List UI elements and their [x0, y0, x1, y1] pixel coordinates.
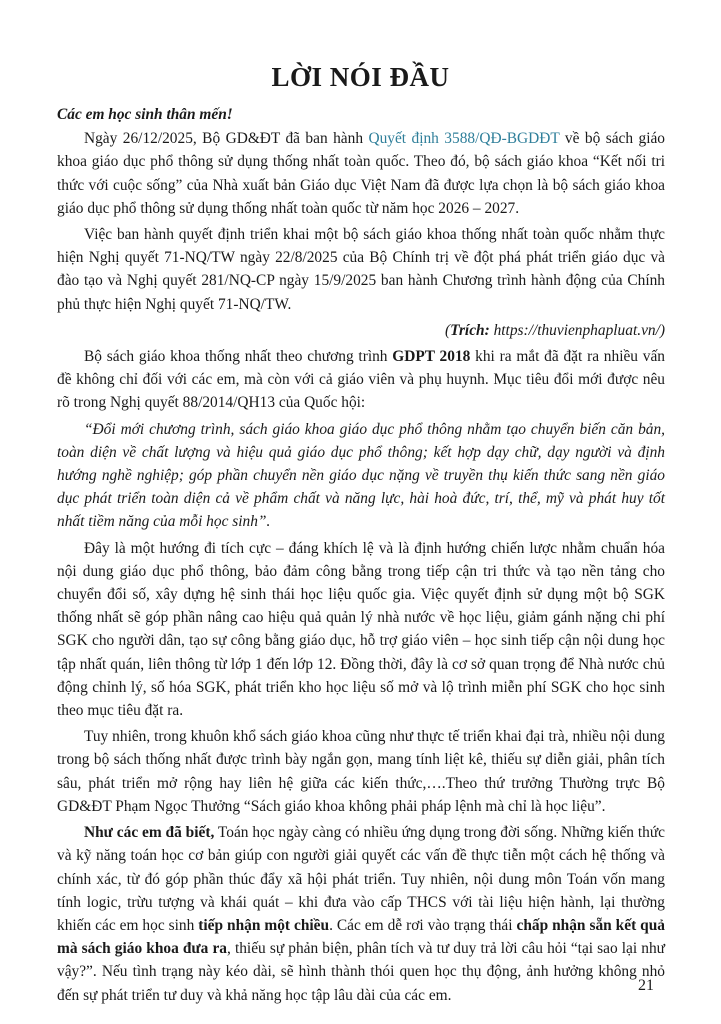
page-number: 21: [638, 977, 654, 994]
page-body: [57, 103, 665, 1010]
paragraph-decision-intro: Ngày 26/12/2025, Bộ GD&ĐT đã ban hành: [84, 130, 369, 148]
math-text-3: , thiếu sự phản biện, phân tích và tư duy trả lời câu hỏi “tại sao lại như vậy?”. Nếu tình trạng này kéo dài, sẽ hình thành thói quen học thụ động, ảnh hưởng không nhỏ đến sự phát triển tư duy và khả năng học tập lâu dài của các em.: [57, 940, 665, 1004]
paragraph-decision-body: về bộ sách giáo khoa giáo dục phổ thông sử dụng thống nhất toàn quốc. Theo đó, bộ sách giáo khoa “Kết nối tri thức với cuộc sống” của Nhà xuất bản Giáo dục Việt Nam đã được lựa chọn là bộ sách giáo khoa giáo dục phổ thông sử dụng thống nhất toàn quốc từ năm học 2026 – 2027.: [57, 130, 665, 217]
source-open-paren: (: [444, 321, 451, 339]
paragraph-direction: Đây là một hướng đi tích cực – đáng khích lệ và là định hướng chiến lược nhằm chuẩn hóa nội dung giáo dục phổ thông, bảo đảm công bằng trong tiếp cận tri thức và tạo nền tảng cho chuyển đổi số, xây dựng hệ sinh thái học liệu quốc gia. Việc quyết định sử dụng một bộ SGK thống nhất sẽ góp phần nâng cao hiệu quả quản lý nhà nước về học liệu, giảm gánh nặng chi phí SGK cho người dân, tạo sự công bằng giáo dục, hỗ trợ giáo viên – học sinh tiếp cận nội dung học tập nhất quán, liên thông từ lớp 1 đến lớp 12. Đồng thời, đây là cơ sở quan trọng để Nhà nước chủ động chỉnh lý, số hóa SGK, phát triển kho học liệu số mở và lộ trình miễn phí SGK cho học sinh theo mục tiêu đặt ra.: [57, 539, 665, 720]
source-citation: [57, 319, 665, 342]
paragraph-implementation: Việc ban hành quyết định triển khai một bộ sách giáo khoa thống nhất toàn quốc nhằm thực hiện Nghị quyết 71-NQ/TW ngày 22/8/2025 của Bộ Chính trị về đột phá phát triển giáo dục và đào tạo và Nghị quyết 281/NQ-CP ngày 15/9/2025 ban hành Chương trình hành động của Chính phủ thực hiện Nghị quyết 71-NQ/TW.: [57, 226, 665, 313]
paragraph-decision: [57, 127, 665, 220]
resolution-quote: “Đổi mới chương trình, sách giáo khoa giáo dục phổ thông nhằm tạo chuyển biến căn bản, toàn diện về chất lượng và hiệu quả giáo dục phổ thông; kết hợp dạy chữ, dạy người và định hướng nghề nghiệp; góp phần chuyển nền giáo dục nặng về truyền thụ kiến thức sang nền giáo dục phát triển toàn diện cả về phẩm chất và năng lực, hài hoà đức, trí, thể, mỹ và phát huy tốt nhất tiềm năng của mỗi học sinh”.: [57, 420, 665, 531]
greeting: Các em học sinh thân mến!: [57, 106, 233, 123]
math-text-1: Toán học ngày càng có nhiều ứng dụng trong đời sống. Những kiến thức và kỹ năng toán học cơ bản giúp con người giải quyết các vấn đề thực tiễn một cách hệ thống và chính xác, từ đó góp phần thúc đẩy xã hội phát triển. Tuy nhiên, nội dung môn Toán vốn mang tính logic, trừu tượng và khái quát – khi đưa vào cấp THCS với tài liệu hiện hành, lại thường khiến các em học sinh: [57, 824, 665, 934]
program-name: GDPT 2018: [392, 348, 471, 366]
math-text-2: . Các em dễ rơi vào trạng thái: [329, 916, 517, 934]
decision-link[interactable]: Quyết định 3588/QĐ-BGDĐT: [368, 130, 560, 148]
page-title: LỜI NÓI ĐẦU: [271, 62, 450, 92]
paragraph-math: [57, 821, 665, 1007]
math-emphasis-accept: chấp nhận sẵn kết quả mà sách giáo khoa đưa ra: [57, 916, 665, 958]
paragraph-limitations: Tuy nhiên, trong khuôn khổ sách giáo khoa cũng như thực tế triển khai đại trà, nhiều nội dung trong bộ sách thống nhất được trình bày ngắn gọn, mang tính liệt kê, thiếu sự diễn giải, phân tích sâu, phát triển mở rộng hay liên hệ giữa các kiến thức,….Theo thứ trưởng Thường trực Bộ GD&ĐT Phạm Ngọc Thưởng “Sách giáo khoa không phải pháp lệnh mà chỉ là học liệu”.: [57, 728, 665, 815]
source-url: https://thuvienphapluat.vn/): [489, 321, 665, 339]
paragraph-program: [57, 345, 665, 415]
math-lead-phrase: Như các em đã biết,: [84, 824, 215, 842]
source-label: Trích:: [450, 321, 490, 339]
math-emphasis-one-way: tiếp nhận một chiều: [198, 916, 330, 934]
paragraph-program-body: khi ra mắt đã đặt ra nhiều vấn đề không chỉ đối với các em, mà còn với cả giáo viên và phụ huynh. Mục tiêu đổi mới được nêu rõ trong Nghị quyết 88/2014/QH13 của Quốc hội:: [57, 348, 666, 412]
paragraph-program-intro: Bộ sách giáo khoa thống nhất theo chương trình: [84, 348, 393, 366]
